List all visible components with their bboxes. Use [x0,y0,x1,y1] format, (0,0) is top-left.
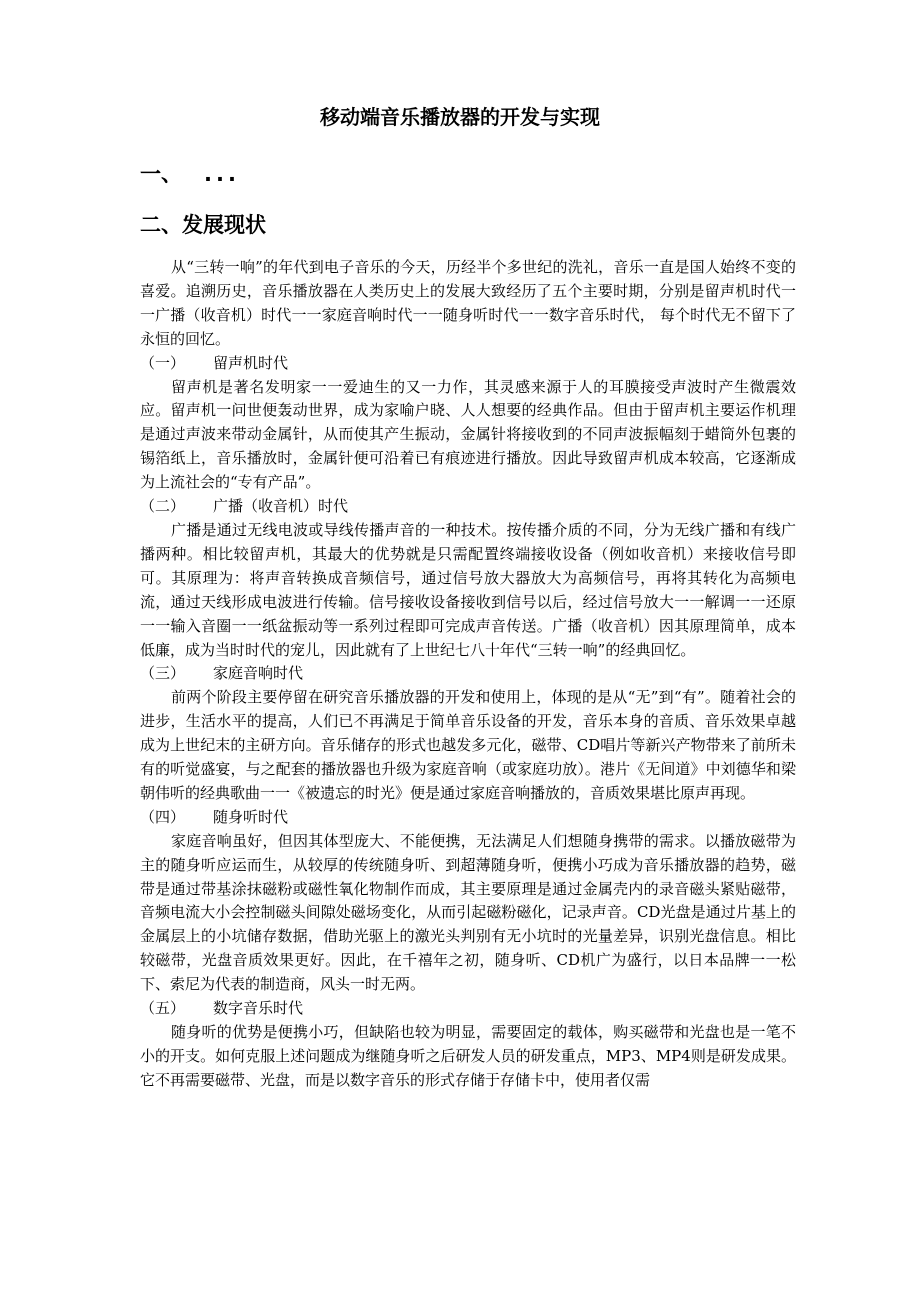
subsection-heading [140,997,796,1021]
subsection-heading [140,352,796,376]
subsection-number: （一） [140,353,186,372]
subsection-paragraph: 家庭音响虽好，但因其体型庞大、不能便携，无法满足人们想随身携带的需求。以播放磁带为主的随身听应运而生，从较厚的传统随身听、到超薄随身听，便携小巧成为音乐播放器的趋势，磁带是通过带基涂抹磁粉或磁性氧化物制作而成，其主要原理是通过金属壳内的录音磁头紧贴磁带，音频电流大小会控制磁头间隙处磁场变化，从而引起磁粉磁化，记录声音。CD光盘是通过片基上的金属层上的小坑储存数据，借助光驱上的激光头判别有无小坑时的光量差异，识别光盘信息。相比较磁带，光盘音质效果更好。因此，在千禧年之初，随身听、CD机广为盛行，以日本品牌一一松下、索尼为代表的制造商，风头一时无两。 [140,831,796,994]
subsection-paragraph: 留声机是著名发明家一一爱迪生的又一力作，其灵感来源于人的耳膜接受声波时产生微震效应。留声机一问世便轰动世界，成为家喻户晓、人人想要的经典作品。但由于留声机主要运作机理是通过声波来带动金属针，从而使其产生振动，金属针将接收到的不同声波振幅刻于蜡筒外包裹的锡箔纸上，音乐播放时，金属针便可沿着已有痕迹进行播放。因此导致留声机成本较高，它逐渐成为上流社会的“专有产品”。 [140,377,796,492]
document-body [140,256,796,1093]
subsection-paragraph: 随身听的优势是便携小巧，但缺陷也较为明显，需要固定的载体，购买磁带和光盘也是一笔不小的开支。如何克服上述问题成为继随身听之后研发人员的研发重点，MP3、MP4则是研发成果。它不再需要磁带、光盘，而是以数字音乐的形式存储于存储卡中，使用者仅需 [140,1023,796,1089]
subsection-heading [140,806,796,830]
subsection-title: 留声机时代 [213,353,289,372]
subsection-title: 数字音乐时代 [213,999,304,1018]
section-heading-2: 二、发展现状 [140,213,266,237]
subsection-heading [140,495,796,519]
subsection-number: （五） [140,999,186,1018]
subsection-title: 广播（收音机）时代 [213,497,349,516]
section-heading-1 [140,160,240,188]
subsection-heading [140,662,796,686]
document-title: 移动端音乐播放器的开发与实现 [320,105,600,129]
section-number: 一、 [140,162,182,186]
subsection-number: （三） [140,664,186,683]
subsection-number: （二） [140,497,186,516]
subsection-paragraph: 前两个阶段主要停留在研究音乐播放器的开发和使用上，体现的是从“无”到“有”。随着社会的进步，生活水平的提高，人们已不再满足于简单音乐设备的开发，音乐本身的音质、音乐效果卓越成为上世纪末的主研方向。音乐储存的形式也越发多元化，磁带、CD唱片等新兴产物带来了前所未有的听觉盛宴，与之配套的播放器也升级为家庭音响（或家庭功放）。港片《无间道》中刘德华和梁朝伟听的经典歌曲一一《被遗忘的时光》便是通过家庭音响播放的，音质效果堪比原声再现。 [140,688,796,802]
subsection-number: （四） [140,807,186,826]
section-placeholder-text: ... [204,162,240,186]
subsection-title: 家庭音响时代 [213,664,304,683]
subsection-paragraph: 广播是通过无线电波或导线传播声音的一种技术。按传播介质的不同，分为无线广播和有线广播两种。相比较留声机，其最大的优势就是只需配置终端接收设备（例如收音机）来接收信号即可。其原理为：将声音转换成音频信号，通过信号放大器放大为高频信号，再将其转化为高频电流，通过天线形成电波进行传输。信号接收设备接收到信号以后，经过信号放大一一解调一一还原一一输入音圈一一纸盆振动等一系列过程即可完成声音传送。广播（收音机）因其原理简单，成本低廉，成为当时时代的宠儿，因此就有了上世纪七八十年代“三转一响”的经典回忆。 [140,520,796,659]
intro-paragraph: 从“三转一响”的年代到电子音乐的今天，历经半个多世纪的洗礼，音乐一直是国人始终不变的喜爱。追溯历史，音乐播放器在人类历史上的发展大致经历了五个主要时期，分别是留声机时代一一广播（收音机）时代一一家庭音响时代一一随身听时代一一数字音乐时代， 每个时代无不留下了永恒的回忆。 [140,258,796,348]
subsection-title: 随身听时代 [213,807,289,826]
